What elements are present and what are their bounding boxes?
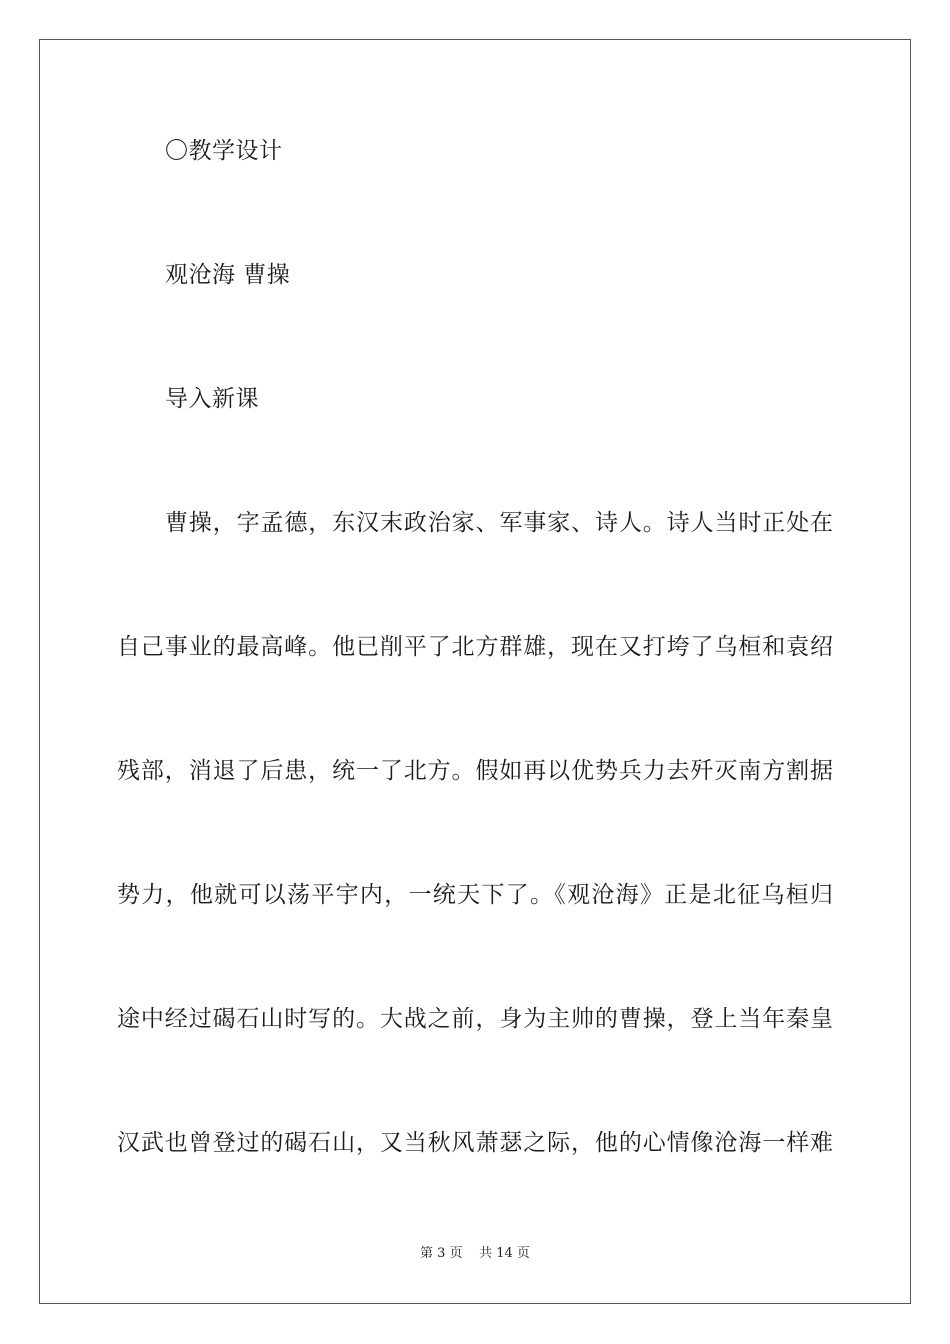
page-footer bbox=[0, 1245, 950, 1263]
page-number: 第 3 页 bbox=[420, 1246, 463, 1261]
section-heading-teaching-design: 〇教学设计 bbox=[165, 138, 283, 164]
paragraph-line: 残部，消退了后患，统一了北方。假如再以优势兵力去歼灭南方割据 bbox=[117, 758, 833, 784]
paragraph-line: 汉武也曾登过的碣石山，又当秋风萧瑟之际，他的心情像沧海一样难 bbox=[117, 1130, 833, 1156]
section-heading-introduction: 导入新课 bbox=[165, 386, 259, 412]
paragraph-line: 曹操，字孟德，东汉末政治家、军事家、诗人。诗人当时正处在 bbox=[165, 510, 833, 536]
page-border bbox=[39, 39, 911, 1304]
paragraph-line: 自己事业的最高峰。他已削平了北方群雄，现在又打垮了乌桓和袁绍 bbox=[117, 634, 833, 660]
paragraph-line: 途中经过碣石山时写的。大战之前，身为主帅的曹操，登上当年秦皇 bbox=[117, 1006, 833, 1032]
poem-title-author: 观沧海 曹操 bbox=[165, 262, 291, 288]
total-pages: 共 14 页 bbox=[479, 1246, 530, 1261]
paragraph-line: 势力，他就可以荡平宇内，一统天下了。《观沧海》正是北征乌桓归 bbox=[117, 882, 833, 908]
